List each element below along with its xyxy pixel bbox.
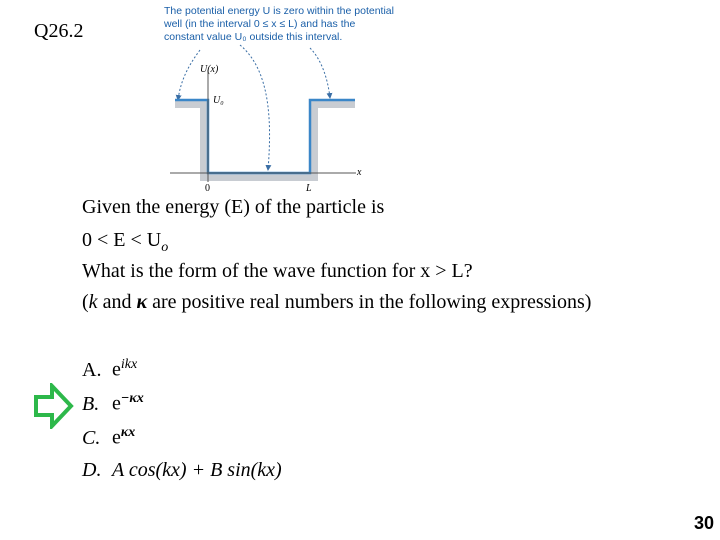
choice-b[interactable] <box>82 391 282 425</box>
choice-a[interactable] <box>82 357 282 391</box>
question-line-4 <box>82 291 591 314</box>
choice-exponent: κx <box>120 425 136 440</box>
caption-arrow-middle <box>240 45 270 170</box>
choice-exponent: ikx <box>120 357 138 372</box>
choice-base: e <box>112 392 121 415</box>
potential-band <box>175 100 355 181</box>
answer-arrow-icon <box>34 383 74 429</box>
tick-zero: 0 <box>205 183 210 194</box>
question-line-2 <box>82 229 168 256</box>
choice-exponent: −κx <box>120 391 144 406</box>
page-number: 30 <box>693 513 714 533</box>
caption-arrow-right <box>310 48 330 98</box>
choice-label: A. <box>82 358 102 381</box>
paren-open: ( <box>82 291 89 313</box>
energy-inequality: 0 < E < U <box>82 229 162 251</box>
figure-caption: The potential energy U is zero within the potential well (in the interval 0 ≤ x ≤ L) and has the constant value U₀ outside this interval. <box>164 5 394 43</box>
line-4-rest: are positive real numbers in the following expressions) <box>147 291 592 313</box>
potential-well-diagram <box>160 40 370 200</box>
energy-inequality-subscript: o <box>161 240 169 255</box>
conjunction: and <box>97 291 137 313</box>
x-axis-label: x <box>357 167 362 178</box>
choice-expression: A cos(kx) + B sin(kx) <box>112 459 282 481</box>
choice-base: e <box>112 426 121 449</box>
choice-d[interactable] <box>82 459 282 493</box>
answer-choices <box>82 357 282 493</box>
symbol-k: k <box>88 291 98 313</box>
tick-L: L <box>306 183 312 194</box>
symbol-kappa: κ <box>136 291 148 313</box>
y-axis-label: U(x) <box>200 64 219 75</box>
level-label: U₀ <box>213 95 224 106</box>
choice-base: e <box>112 358 121 381</box>
choice-label: D. <box>82 459 102 481</box>
choice-label: B. <box>82 392 100 415</box>
choice-c[interactable] <box>82 425 282 459</box>
question-line-3: What is the form of the wave function for x > L? <box>82 260 473 282</box>
question-line-1: Given the energy (E) of the particle is <box>82 196 385 218</box>
question-label: Q26.2 <box>34 20 84 42</box>
choice-label: C. <box>82 426 101 449</box>
caption-arrow-left <box>178 50 200 100</box>
